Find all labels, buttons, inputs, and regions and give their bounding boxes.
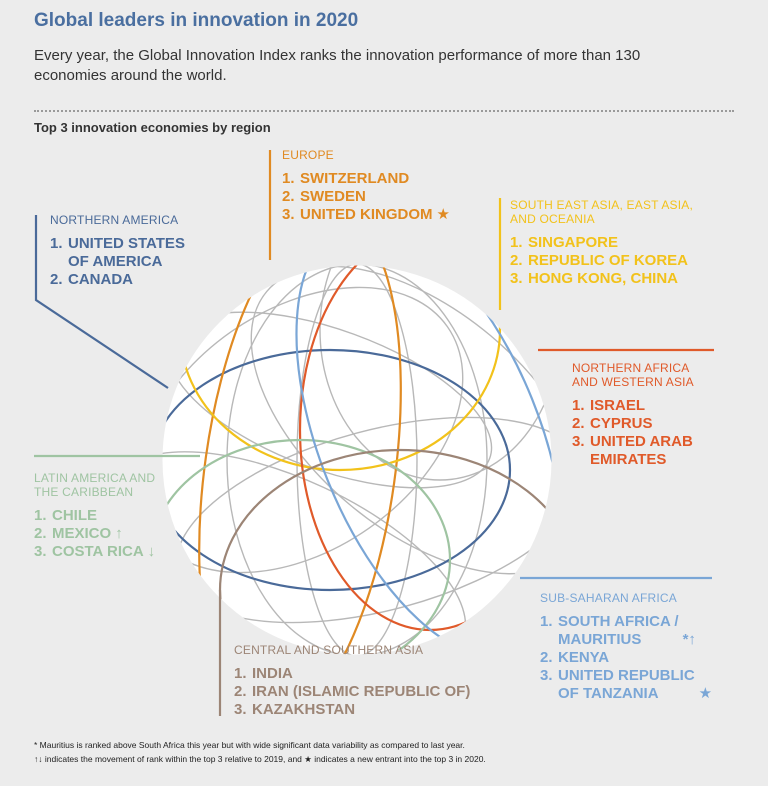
rank-item bbox=[34, 507, 155, 525]
rank-list bbox=[572, 397, 694, 469]
rank-number: 2. bbox=[510, 252, 523, 269]
country-name: CANADA bbox=[68, 271, 133, 288]
arrow-down-icon: ↓ bbox=[147, 543, 156, 560]
arrow-up-icon: ↑ bbox=[115, 525, 123, 542]
region-name: SOUTH EAST ASIA, EAST ASIA, AND OCEANIA bbox=[510, 198, 694, 226]
country-name: SWITZERLAND bbox=[300, 170, 410, 187]
country-name: SOUTH AFRICA / MAURITIUS bbox=[558, 613, 679, 648]
country-name: UNITED ARAB EMIRATES bbox=[590, 433, 693, 468]
intro-text: Every year, the Global Innovation Index ranks the innovation performance of more than 130 economies around the world. bbox=[34, 47, 641, 84]
rank-number: 3. bbox=[34, 543, 47, 560]
rank-number: 1. bbox=[34, 507, 47, 524]
country-name: HONG KONG, CHINA bbox=[528, 270, 678, 287]
rank-item bbox=[510, 234, 693, 252]
rank-list bbox=[34, 507, 155, 561]
rank-number: 3. bbox=[510, 270, 523, 287]
rank-list bbox=[510, 234, 693, 288]
rank-item bbox=[282, 170, 450, 188]
country-name: UNITED REPUBLIC OF TANZANIA bbox=[558, 667, 695, 702]
country-name: COSTA RICA bbox=[52, 543, 144, 560]
rank-number: 2. bbox=[50, 271, 63, 288]
rank-item bbox=[34, 525, 155, 543]
rank-number: 1. bbox=[572, 397, 585, 414]
country-name: INDIA bbox=[252, 665, 293, 682]
rank-item bbox=[50, 271, 185, 289]
footnote-legend: ↑↓ indicates the movement of rank within the top 3 relative to 2019, and ★ indicates a new entrant into the top 3 in 2020. bbox=[34, 754, 486, 764]
new-entrant-star-icon: ★ bbox=[436, 206, 450, 223]
rank-number: 1. bbox=[510, 234, 523, 251]
rank-item bbox=[34, 543, 155, 561]
section-subtitle: Top 3 innovation economies by region bbox=[34, 120, 271, 135]
rank-item bbox=[234, 701, 470, 719]
region-latin-america bbox=[34, 471, 155, 561]
country-name: CYPRUS bbox=[590, 415, 653, 432]
rank-number: 2. bbox=[234, 683, 247, 700]
region-name: SUB-SAHARAN AFRICA bbox=[540, 591, 677, 605]
country-name: KAZAKHSTAN bbox=[252, 701, 356, 718]
country-name: UNITED STATES OF AMERICA bbox=[68, 235, 185, 270]
region-name: NORTHERN AFRICA AND WESTERN ASIA bbox=[572, 361, 694, 389]
rank-item bbox=[510, 270, 693, 288]
country-name: SWEDEN bbox=[300, 188, 366, 205]
footnote-arrow-up-icon: *↑ bbox=[682, 631, 696, 648]
rank-item bbox=[540, 667, 712, 703]
rank-number: 2. bbox=[540, 649, 553, 666]
rank-item bbox=[510, 252, 693, 270]
region-name: LATIN AMERICA AND THE CARIBBEAN bbox=[34, 471, 156, 499]
rank-number: 3. bbox=[282, 206, 295, 223]
region-northern-america bbox=[50, 213, 185, 289]
rank-item bbox=[572, 415, 694, 433]
region-europe bbox=[282, 148, 450, 224]
new-entrant-star-icon: ★ bbox=[698, 685, 713, 702]
country-name: CHILE bbox=[52, 507, 97, 524]
rank-number: 1. bbox=[50, 235, 63, 252]
rank-list bbox=[50, 235, 185, 289]
country-name: KENYA bbox=[558, 649, 610, 666]
country-name: MEXICO bbox=[52, 525, 112, 542]
rank-number: 1. bbox=[540, 613, 553, 630]
country-name: REPUBLIC OF KOREA bbox=[528, 252, 689, 269]
rank-number: 3. bbox=[234, 701, 247, 718]
country-name: SINGAPORE bbox=[528, 234, 619, 251]
rank-number: 1. bbox=[282, 170, 295, 187]
country-name: ISRAEL bbox=[590, 397, 646, 414]
region-sub-saharan bbox=[540, 591, 712, 703]
rank-item bbox=[234, 683, 470, 701]
rank-item bbox=[50, 235, 185, 271]
rank-list bbox=[234, 665, 470, 719]
region-name: EUROPE bbox=[282, 148, 334, 162]
region-northern-africa bbox=[572, 361, 694, 469]
rank-item bbox=[540, 649, 712, 667]
rank-number: 1. bbox=[234, 665, 247, 682]
footnotes bbox=[34, 738, 754, 766]
region-asia-oceania bbox=[510, 198, 693, 288]
region-name: CENTRAL AND SOUTHERN ASIA bbox=[234, 643, 424, 657]
region-name: NORTHERN AMERICA bbox=[50, 213, 179, 227]
footnote-mauritius: * Mauritius is ranked above South Africa this year but with wide significant data variability as compared to last year. bbox=[34, 740, 465, 750]
rank-number: 2. bbox=[34, 525, 47, 542]
rank-number: 2. bbox=[572, 415, 585, 432]
rank-item bbox=[540, 613, 712, 649]
rank-item bbox=[282, 206, 450, 224]
rank-number: 3. bbox=[572, 433, 585, 450]
rank-item bbox=[572, 433, 694, 469]
page-title: Global leaders in innovation in 2020 bbox=[34, 10, 359, 31]
rank-item bbox=[572, 397, 694, 415]
rank-number: 2. bbox=[282, 188, 295, 205]
region-central-asia bbox=[234, 643, 470, 719]
rank-list bbox=[540, 613, 712, 703]
rank-number: 3. bbox=[540, 667, 553, 684]
country-name: UNITED KINGDOM bbox=[300, 206, 433, 223]
rank-item bbox=[234, 665, 470, 683]
rank-item bbox=[282, 188, 450, 206]
rank-list bbox=[282, 170, 450, 224]
country-name: IRAN (ISLAMIC REPUBLIC OF) bbox=[252, 683, 471, 700]
